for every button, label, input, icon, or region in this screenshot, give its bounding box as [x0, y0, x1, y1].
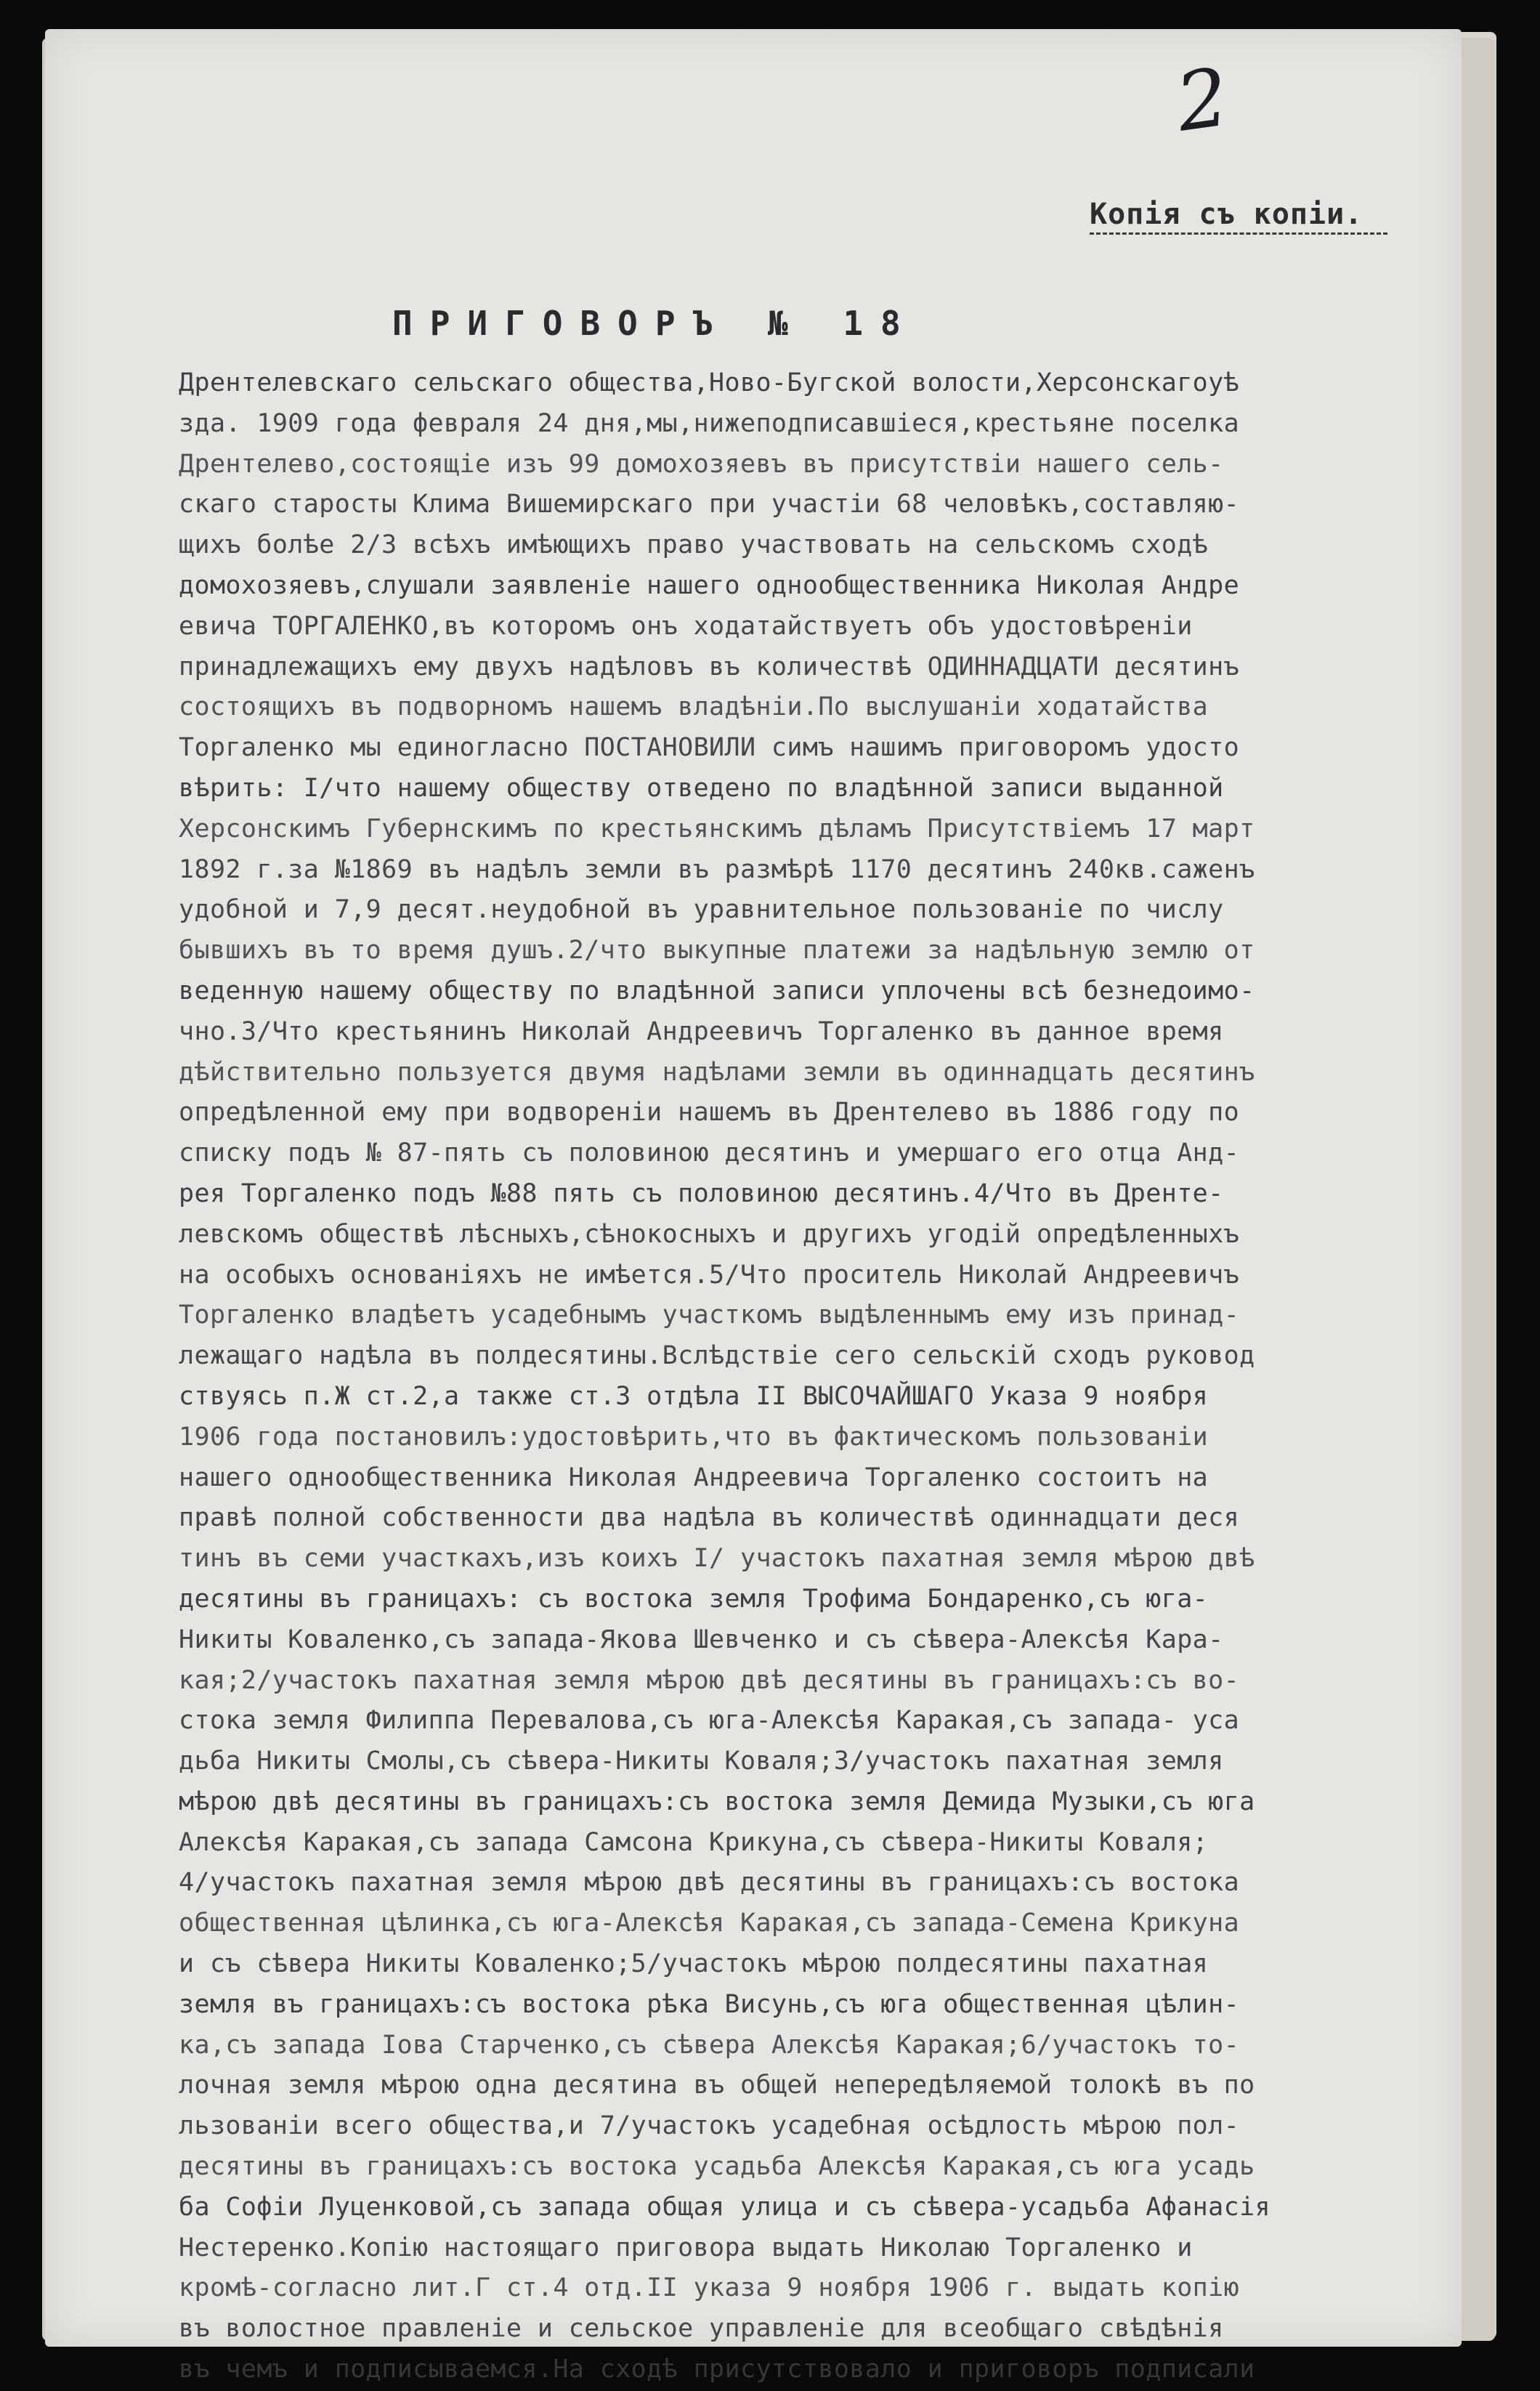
text-line: принадлежащихъ ему двухъ надѣловъ въ количествѣ ОДИННАДЦАТИ десятинъ [179, 652, 1240, 681]
text-line: 1906 года постановилъ:удостовѣрить,что въ фактическомъ пользованіи [179, 1422, 1209, 1452]
text-line: домохозяевъ,слушали заявленіе нашего однообщественника Николая Андре [179, 570, 1240, 600]
text-line: дьба Никиты Смолы,съ сѣвера-Никиты Коваля;3/участокъ пахатная земля [179, 1747, 1224, 1776]
text-line: чно.3/Что крестьянинъ Николай Андреевичъ Торгаленко въ данное время [179, 1016, 1224, 1046]
text-line: бывшихъ въ то время душъ.2/что выкупные платежи за надѣльную землю от [179, 936, 1255, 966]
text-line: вѣрить: I/что нашему обществу отведено по владѣнной записи выданной [179, 773, 1224, 803]
text-line: въ волостное правленіе и сельское управленіе для всеобщаго свѣдѣнія [179, 2314, 1224, 2344]
text-line: въ чемъ и подписываемся.На сходѣ присутствовало и приговоръ подписали [179, 2355, 1255, 2384]
text-line: правѣ полной собственности два надѣла въ количествѣ одиннадцати деся [179, 1503, 1240, 1533]
text-line: десятины въ границахъ:съ востока усадьба Алексѣя Каракая,съ юга усадь [179, 2152, 1255, 2182]
text-line: списку подъ № 87-пять съ половиною десятинъ и умершаго его отца Анд- [179, 1138, 1240, 1168]
text-line: мѣрою двѣ десятины въ границахъ:съ востока земля Демида Музыки,съ юга [179, 1787, 1255, 1816]
text-line: ствуясь п.Ж ст.2,а также ст.3 отдѣла II ВЫСОЧАЙШАГО Указа 9 ноября [179, 1381, 1209, 1411]
text-line: лежащаго надѣла въ полдесятины.Вслѣдствіе сего сельскій сходъ руковод [179, 1341, 1255, 1371]
text-line: на особыхъ основаніяхъ не имѣется.5/Что проситель Николай Андреевичъ [179, 1260, 1240, 1290]
text-line: нашего однообщественника Николая Андреевича Торгаленко состоитъ на [179, 1462, 1209, 1492]
text-line: и съ сѣвера Никиты Коваленко;5/участокъ мѣрою полдесятины пахатная [179, 1949, 1209, 1979]
text-line: удобной и 7,9 десят.неудобной въ уравнительное пользованіе по числу [179, 895, 1224, 925]
text-line: десятины въ границахъ: съ востока земля Трофима Бондаренко,съ юга- [179, 1584, 1209, 1614]
text-line: земля въ границахъ:съ востока рѣка Висунь,съ юга общественная цѣлин- [179, 1989, 1240, 2019]
text-line: 4/участокъ пахатная земля мѣрою двѣ десятины въ границахъ:съ востока [179, 1868, 1240, 1898]
text-line: Дрентелевскаго сельскаго общества,Ново-Бугской волости,Херсонскагоуѣ [179, 368, 1240, 397]
text-line: Алексѣя Каракая,съ запада Самсона Крикуна,съ сѣвера-Никиты Коваля; [179, 1827, 1209, 1857]
text-line: ба Софіи Луценковой,съ запада общая улица и съ сѣвера-усадьба Афанасія [179, 2192, 1271, 2222]
text-line: щихъ болѣе 2/3 всѣхъ имѣющихъ право участвовать на сельскомъ сходѣ [179, 530, 1209, 560]
text-line: общественная цѣлинка,съ юга-Алексѣя Каракая,съ запада-Семена Крикуна [179, 1909, 1240, 1938]
text-line: опредѣленной ему при водвореніи нашемъ въ Дрентелево въ 1886 году по [179, 1098, 1240, 1128]
document-body [179, 363, 1414, 2390]
text-line: дѣйствительно пользуется двумя надѣлами земли въ одиннадцать десятинъ [179, 1057, 1255, 1087]
copy-note-underline [1090, 232, 1387, 235]
text-line: рея Торгаленко подъ №88 пять съ половиною десятинъ.4/Что въ Дренте- [179, 1178, 1224, 1208]
document-title: ПРИГОВОРЪ № 18 [392, 304, 918, 343]
text-line: евича ТОРГАЛЕНКО,въ которомъ онъ ходатайствуетъ объ удостовѣреніи [179, 611, 1193, 641]
text-line: кая;2/участокъ пахатная земля мѣрою двѣ десятины въ границахъ:съ во- [179, 1665, 1240, 1695]
text-line: Никиты Коваленко,съ запада-Якова Шевченко и съ сѣвера-Алексѣя Кара- [179, 1625, 1224, 1654]
text-line: стока земля Филиппа Перевалова,съ юга-Алексѣя Каракая,съ запада- уса [179, 1706, 1240, 1736]
text-line: левскомъ обществѣ лѣсныхъ,сѣнокосныхъ и другихъ угодій опредѣленныхъ [179, 1219, 1240, 1249]
text-line: зда. 1909 года февраля 24 дня,мы,нижеподписавшіеся,крестьяне поселка [179, 408, 1240, 438]
text-line: 1892 г.за №1869 въ надѣлъ земли въ размѣрѣ 1170 десятинъ 240кв.саженъ [179, 854, 1255, 884]
text-line: Дрентелево,состоящіе изъ 99 домохозяевъ въ присутствіи нашего сель- [179, 449, 1224, 479]
text-line: Торгаленко владѣетъ усадебнымъ участкомъ выдѣленнымъ ему изъ принад- [179, 1300, 1240, 1330]
text-line: скаго старосты Клима Вишемирскаго при участіи 68 человѣкъ,составляю- [179, 490, 1240, 519]
text-line: льзованіи всего общества,и 7/участокъ усадебная осѣдлость мѣрою пол- [179, 2111, 1240, 2141]
copy-note: Копія съ копіи. [1090, 198, 1363, 231]
text-line: Херсонскимъ Губернскимъ по крестьянскимъ дѣламъ Присутствіемъ 17 март [179, 814, 1255, 843]
text-line: Торгаленко мы единогласно ПОСТАНОВИЛИ симъ нашимъ приговоромъ удосто [179, 733, 1240, 763]
text-line: состоящихъ въ подворномъ нашемъ владѣніи.По выслушаніи ходатайства [179, 692, 1209, 722]
text-line: кромѣ-согласно лит.Г ст.4 отд.II указа 9 ноября 1906 г. выдать копію [179, 2273, 1240, 2303]
text-line: тинъ въ семи участкахъ,изъ коихъ I/ участокъ пахатная земля мѣрою двѣ [179, 1544, 1255, 1574]
page-number: 2 [1170, 50, 1234, 150]
text-line: веденную нашему обществу по владѣнной записи уплочены всѣ безнедоимо- [179, 976, 1255, 1006]
text-line: ка,съ запада Іова Старченко,съ сѣвера Алексѣя Каракая;6/участокъ то- [179, 2030, 1240, 2060]
text-line: Нестеренко.Копію настоящаго приговора выдать Николаю Торгаленко и [179, 2233, 1193, 2262]
text-line: лочная земля мѣрою одна десятина въ общей непередѣляемой толокѣ въ по [179, 2071, 1255, 2100]
